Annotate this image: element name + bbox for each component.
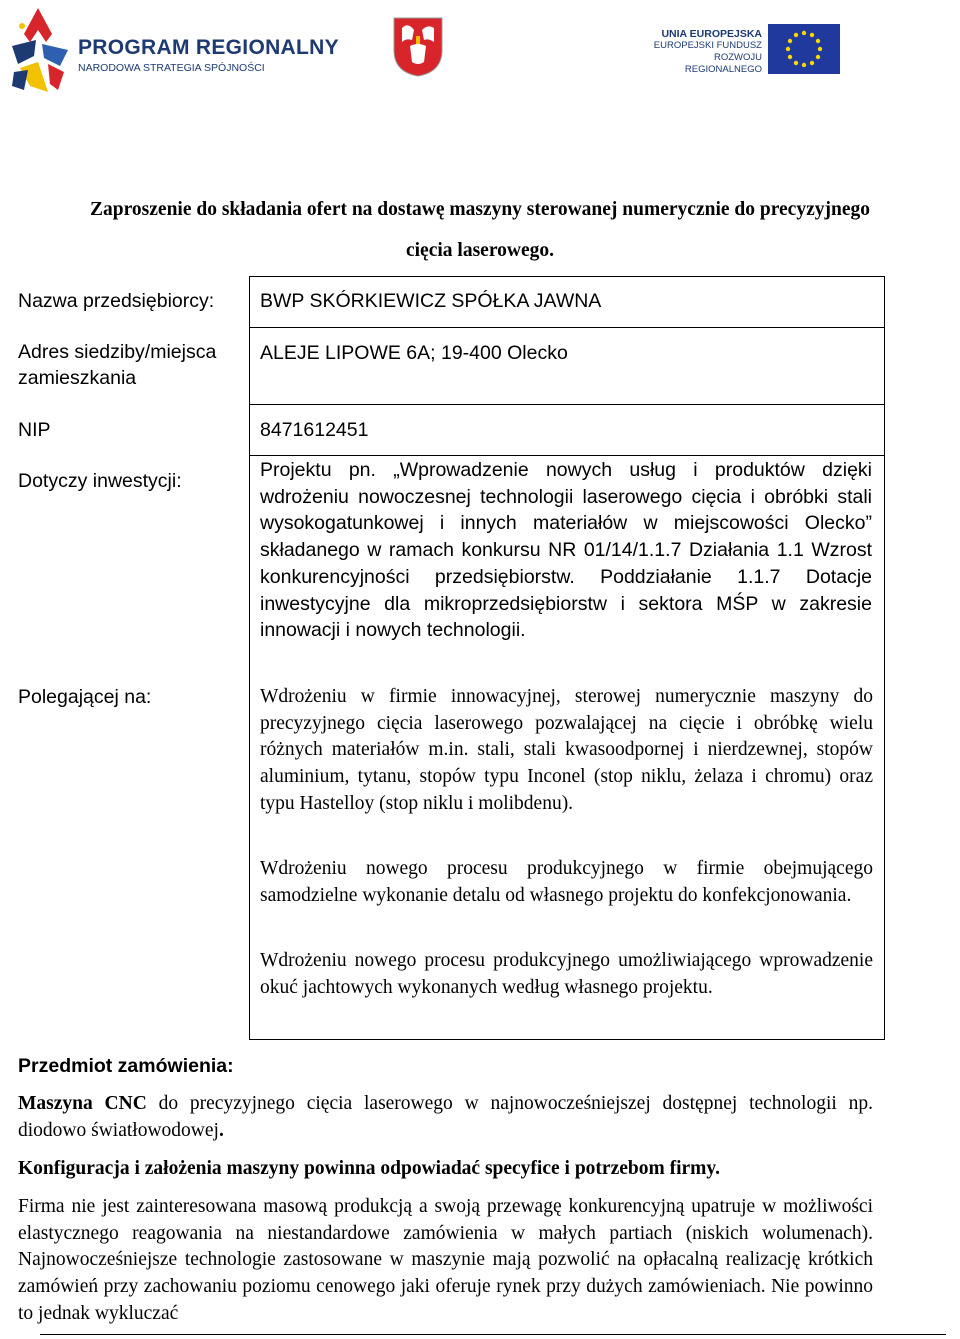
order-subject-paragraph bbox=[18, 1091, 873, 1144]
header-logos bbox=[0, 0, 960, 100]
program-regionalny-title: PROGRAM REGIONALNY bbox=[78, 36, 339, 59]
program-regionalny-subtitle: NARODOWA STRATEGIA SPÓJNOŚCI bbox=[78, 62, 265, 74]
machine-description: do precyzyjnego cięcia laserowego w najnowocześniejszej dostępnej technologii np. diodowo światłowodowej bbox=[18, 1093, 873, 1141]
consists-paragraph-3: Wdrożeniu nowego procesu produkcyjnego umożliwiającego wprowadzenie okuć jachtowych wykonanych według własnego projektu. bbox=[260, 950, 873, 998]
program-regionalny-logo bbox=[8, 6, 339, 94]
eu-logo-line1: UNIA EUROPEJSKA bbox=[661, 28, 762, 40]
nip-label: NIP bbox=[18, 419, 51, 441]
consists-paragraph-2: Wdrożeniu nowego procesu produkcyjnego w firmie obejmującego samodzielne wykonanie detalu od własnego projektu do konfekcjonowania. bbox=[260, 858, 873, 906]
address-value: ALEJE LIPOWE 6A; 19-400 Olecko bbox=[260, 342, 568, 364]
order-subject-label: Przedmiot zamówienia: bbox=[18, 1055, 234, 1077]
nip-value: 8471612451 bbox=[260, 419, 369, 441]
company-name-value: BWP SKÓRKIEWICZ SPÓŁKA JAWNA bbox=[260, 290, 602, 312]
machine-description-end: . bbox=[218, 1119, 224, 1141]
coat-of-arms-icon bbox=[392, 16, 444, 78]
configuration-heading: Konfiguracja i założenia maszyny powinna odpowiadać specyfice i potrzebom firmy. bbox=[18, 1158, 720, 1179]
regional-crest-logo bbox=[392, 16, 444, 78]
document-title-line2: cięcia laserowego. bbox=[405, 240, 554, 261]
eu-logo-text bbox=[650, 28, 762, 76]
program-regionalny-emblem-icon bbox=[8, 6, 72, 94]
document-title-line1: Zaproszenie do składania ofert na dostawę maszyny sterowanej numerycznie do precyzyjnego bbox=[90, 199, 870, 220]
investment-value: Projektu pn. „Wprowadzenie nowych usług i produktów dzięki wdrożeniu nowoczesnej technologii laserowego cięcia i obróbki stali wysokogatunkowej i innych materiałów w miejscowości Olecko” składanego w ramach konkursu NR 01/14/1.1.7 Działania 1.1 Wzrost konkurencyjności przedsiębiorstw. Poddziałanie 1.1.7 Dotacje inwestycyjne dla mikroprzedsiębiorstw i sektora MŚP w zakresie innowacji i nowych technologii. bbox=[260, 459, 872, 642]
eu-flag-icon bbox=[768, 24, 840, 74]
page-bottom-rule bbox=[40, 1334, 946, 1335]
machine-name: Maszyna CNC bbox=[18, 1093, 147, 1114]
eu-logo-line3: ROZWOJU REGIONALNEGO bbox=[684, 52, 762, 75]
address-label: Adres siedziby/miejsca zamieszkania bbox=[18, 341, 217, 389]
eu-logo-line2: EUROPEJSKI FUNDUSZ bbox=[653, 40, 762, 51]
company-name-label: Nazwa przedsiębiorcy: bbox=[18, 290, 215, 312]
company-description-paragraph: Firma nie jest zainteresowana masową produkcją a swoją przewagę konkurencyjną upatruje w możliwości elastycznego reagowania na niestandardowe zamówienia w małych partiach (niskich wolumenach). Najnowocześniejsze technologie zastosowane w maszynie mają pozwolić na opłacalną realizację krótkich zamówień przy zachowaniu poziomu cenowego jaki oferuje rynek przy dużych zamówieniach. Nie powinno to jednak wykluczać bbox=[18, 1196, 873, 1324]
consists-paragraph-1: Wdrożeniu w firmie innowacyjnej, sterowej numerycznie maszyny do precyzyjnego cięcia laserowego pozwalającej na cięcie i obróbkę wielu różnych materiałów m.in. stali, stali kwasoodpornej i nierdzewnej, stopów aluminium, tytanu, stopów typu Inconel (stop niklu, żelaza i chromu) oraz typu Hastelloy (stop niklu i molibdenu). bbox=[260, 686, 873, 814]
eu-logo bbox=[650, 24, 840, 76]
consists-label: Polegającej na: bbox=[18, 686, 152, 708]
investment-label: Dotyczy inwestycji: bbox=[18, 470, 182, 492]
